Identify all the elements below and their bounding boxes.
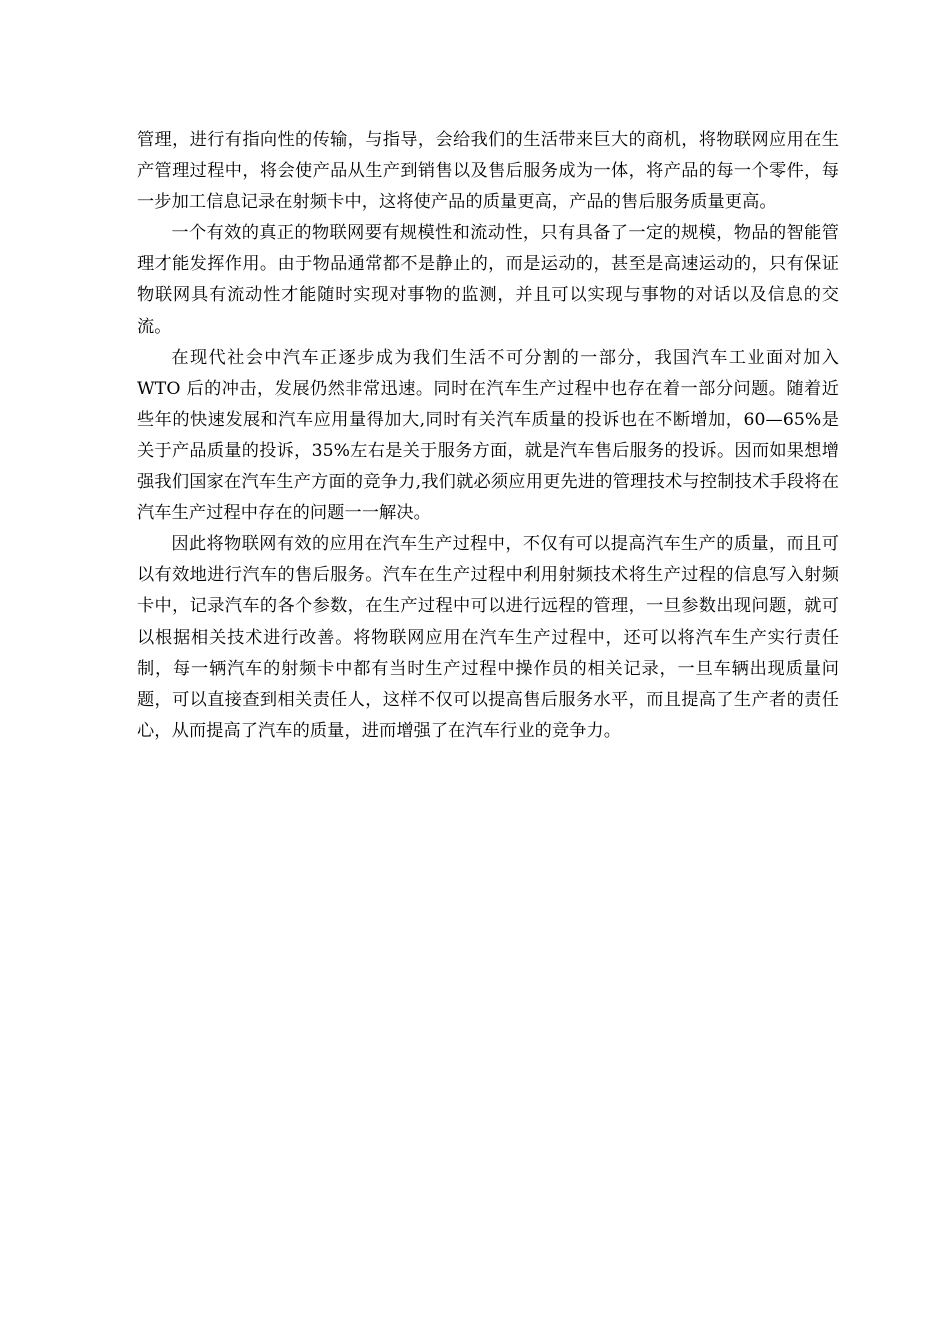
paragraph-continuation: 管理，进行有指向性的传输，与指导，会给我们的生活带来巨大的商机，将物联网应用在生产管理过程中，将会使产品从生产到销售以及售后服务成为一体，将产品的每一个零件，每一步加工信息记录在射频卡中，这将使产品的质量更高，产品的售后服务质量更高。: [137, 130, 839, 213]
body-text: [137, 125, 839, 747]
paragraph-iot-scale-mobility: 一个有效的真正的物联网要有规模性和流动性，只有具备了一定的规模，物品的智能管理才能发挥作用。由于物品通常都不是静止的，而是运动的，甚至是高速运动的，只有保证物联网具有流动性才能随时实现对事物的监测，并且可以实现与事物的对话以及信息的交流。: [137, 223, 839, 337]
paragraph-automotive-industry: 在现代社会中汽车正逐步成为我们生活不可分割的一部分，我国汽车工业面对加入 WTO 后的冲击，发展仍然非常迅速。同时在汽车生产过程中也存在着一部分问题。随着近些年的快速发展和汽车应用量得加大,同时有关汽车质量的投诉也在不断增加，60—65%是关于产品质量的投诉，35%左右是关于服务方面，就是汽车售后服务的投诉。因而如果想增强我们国家在汽车生产方面的竞争力,我们就必须应用更先进的管理技术与控制技术手段将在汽车生产过程中存在的问题一一解决。: [137, 347, 839, 524]
paragraph-iot-in-production: 因此将物联网有效的应用在汽车生产过程中，不仅有可以提高汽车生产的质量，而且可以有效地进行汽车的售后服务。汽车在生产过程中利用射频技术将生产过程的信息写入射频卡中，记录汽车的各个参数，在生产过程中可以进行远程的管理，一旦参数出现问题，就可以根据相关技术进行改善。将物联网应用在汽车生产过程中，还可以将汽车生产实行责任制，每一辆汽车的射频卡中都有当时生产过程中操作员的相关记录，一旦车辆出现质量问题，可以直接查到相关责任人，这样不仅可以提高售后服务水平，而且提高了生产者的责任心，从而提高了汽车的质量，进而增强了在汽车行业的竞争力。: [137, 534, 839, 741]
